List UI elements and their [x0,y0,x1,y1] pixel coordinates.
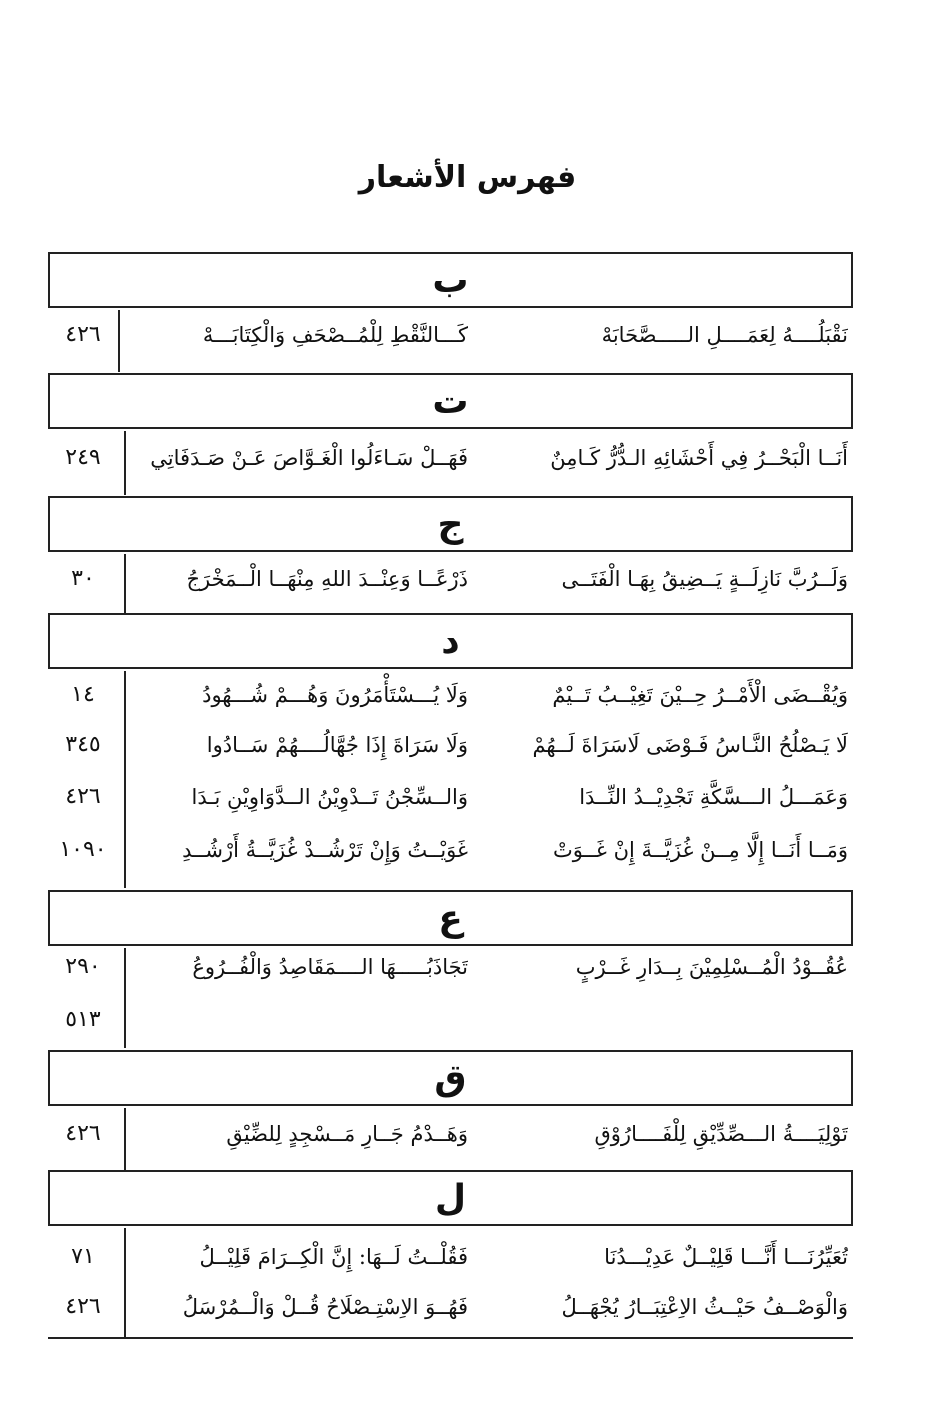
verse-row [48,775,848,819]
second-hemistich: وَالــسِّجْنُ تَــدْوِيْنُ الــدَّوَاوِيْنِ بَـدَا [191,785,468,809]
verse-row [48,1112,848,1156]
section-header-dal: د [48,613,853,669]
section-header-ayn: ع [48,890,853,946]
page-number: ٤٢٦ [65,1294,101,1319]
second-hemistich: فَهَــلْ سَـاءَلُوا الْغَـوَّاصَ عَـنْ صَـدَفَاتِي [150,446,468,470]
second-hemistich: ذَرْعًــا وَعِنْــدَ اللهِ مِنْهَــا الْــمَخْرَجُ [186,567,468,591]
verse-row [48,436,848,480]
first-hemistich: لَا يَـصْلُحُ النَّـاسُ فَـوْضَى لَاسَرَاةَ لَــهُمْ [532,733,848,757]
second-hemistich: كَـــالنَّقْطِ لِلْمُــصْحَفِ وَالْكِتَابَـــهْ [202,323,468,347]
column-divider [124,671,126,888]
column-divider [124,554,126,613]
second-hemistich: وَهَــدْمُ جَــارِ مَــسْجِدٍ لِلضِّيْقِ [226,1122,468,1146]
verse-row [48,1285,848,1329]
bottom-rule [48,1337,853,1339]
column-divider [124,948,126,1048]
first-hemistich: وَيُقْــضَى الْأَمْــرُ حِــيْنَ تَغِيْــبُ تَــيْمٌ [552,683,848,707]
column-divider [124,1108,126,1170]
first-hemistich: وَالْوَصْــفُ حَيْــثُ الاِعْتِبَــارُ يُجْهَــلُ [561,1295,848,1319]
first-hemistich: تَوْلِيَــــةُ الـــصِّدِّيْقِ لِلْفَــــارُوْقِ [594,1122,848,1146]
page-number: ١٠٩٠ [59,837,107,862]
page-number: ٤٢٦ [65,322,101,347]
verse-row [48,998,848,1042]
verse-row [48,945,848,989]
second-hemistich: فَهُــوَ الاِسْتِـصْلَاحُ قُــلْ وَالْــمُرْسَلُ [182,1295,468,1319]
second-hemistich: وَلَا سَرَاةَ إِذَا جُهَّالُــــهُمْ سَــادُوا [206,733,468,757]
first-hemistich: تُعَيِّرُنَـــا أَنَّـــا قَلِيْــلٌ عَدِيْـــدُنَا [604,1245,848,1269]
second-hemistich: تَجَاذَبُـــــهَا الــــمَقَاصِدُ وَالْفُــرُوعُ [192,955,468,979]
section-header-qaf: ق [48,1050,853,1106]
verse-row [48,313,848,357]
page-number: ٢٤٩ [65,445,101,470]
first-hemistich: أَنَــا الْبَحْــرُ فِي أَحْشَائِهِ الـدُّرُّ كَـامِنٌ [550,446,848,470]
first-hemistich: وَمَــا أَنَــا إِلَّا مِــنْ غُزَيَّــةَ إِنْ غَــوَتْ [552,838,848,862]
second-hemistich: وَلَا يُـــسْتَأْمَرُونَ وَهُـــمْ شُـــهُودُ [202,683,468,707]
page-number: ٤٢٦ [65,1121,101,1146]
first-hemistich: وَعَمَـــلُ الـــسَّكَّةِ تَجْدِيْــدُ النِّــدَا [579,785,848,809]
second-hemistich: غَوَيْــتُ وَإِنْ تَرْشُــدْ غُزَيَّــةُ أَرْشُــدِ [182,838,468,862]
second-hemistich: فَقُلْــتُ لَــهَا: إِنَّ الْكِــرَامَ قَلِيْــلُ [199,1245,468,1269]
second-hemistich [138,998,468,1042]
verse-row [48,828,848,872]
section-header-jim: ج [48,496,853,552]
page-number: ٥١٣ [65,1007,101,1032]
verse-row [48,673,848,717]
first-hemistich [518,998,848,1042]
verse-row [48,723,848,767]
first-hemistich: نَقْبَلُــــهُ لِعَمَــــلِ الـــــصَّحَابَهْ [601,323,848,347]
column-divider [118,310,120,372]
page-number: ٧١ [71,1244,95,1269]
page-number: ٤٢٦ [65,784,101,809]
page-number: ٣٠ [71,566,95,591]
section-header-lam: ل [48,1170,853,1226]
first-hemistich: عُقُــوْدُ الْمُــسْلِمِيْنَ بِــدَارِ غَــرْبٍ [575,955,848,979]
column-divider [124,431,126,495]
page-number: ٢٩٠ [65,954,101,979]
column-divider [124,1228,126,1338]
section-header-ba: ب [48,252,853,308]
page-number: ١٤ [71,682,95,707]
verse-row [48,1235,848,1279]
page-number: ٣٤٥ [65,732,101,757]
section-header-ta: ت [48,373,853,429]
verse-row [48,557,848,601]
first-hemistich: وَلَــرُبَّ نَازِلَــةٍ يَــضِيقُ بِهَـا الْفَتَــى [561,567,848,591]
page-title: فهرس الأشعار [358,160,577,195]
